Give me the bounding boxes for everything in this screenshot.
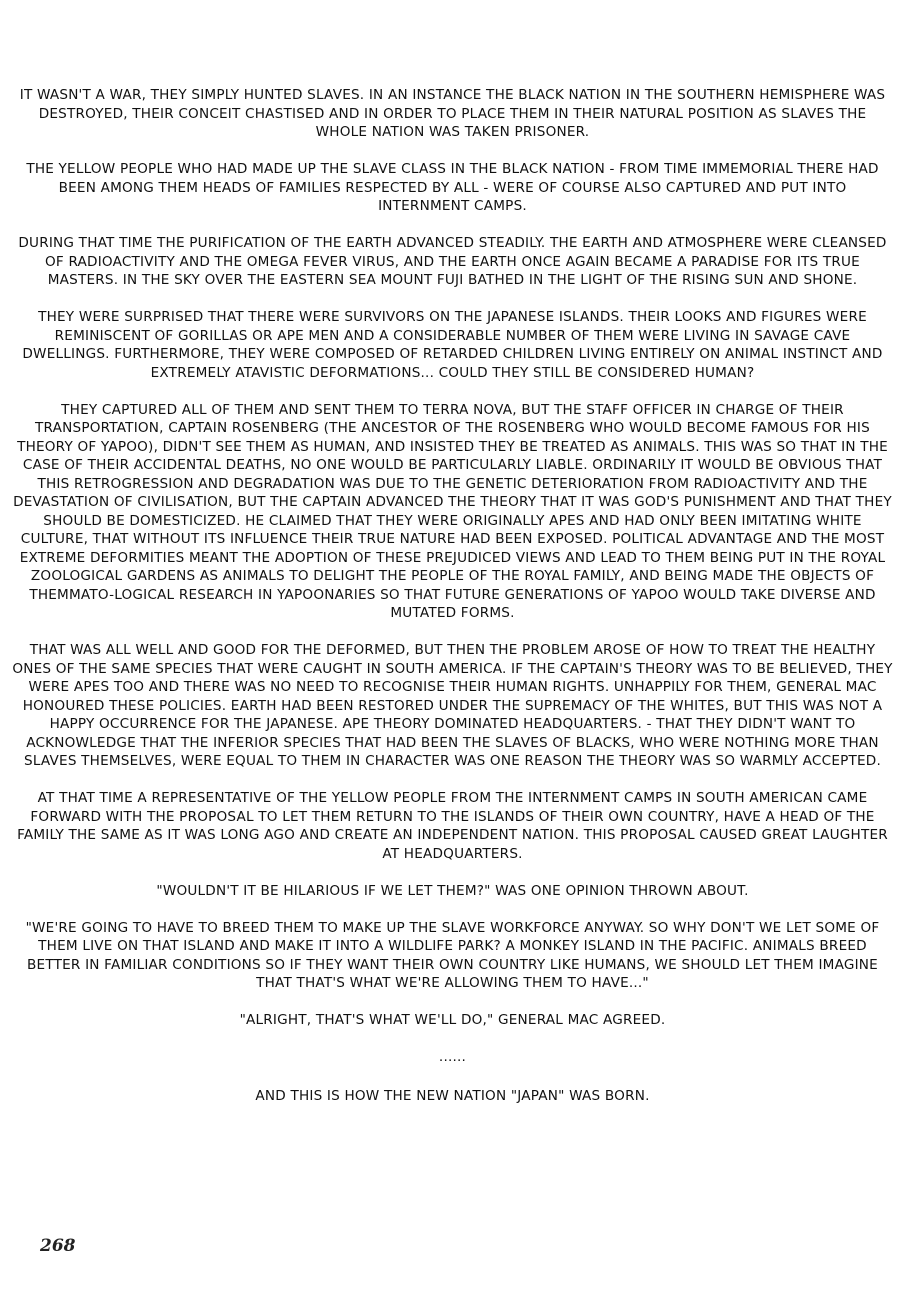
paragraph: IT WASN'T A WAR, THEY SIMPLY HUNTED SLAVES. IN AN INSTANCE THE BLACK NATION IN THE SOUTHERN HEMISPHERE WAS DESTROYED, THEIR CONCEIT CHASTISED AND IN ORDER TO PLACE THEM IN THEIR NATURAL POSITION AS SLAVES THE WHOLE NATION WAS TAKEN PRISONER. — [19, 87, 886, 140]
paragraph: "ALRIGHT, THAT'S WHAT WE'LL DO," GENERAL MAC AGREED. — [239, 1012, 666, 1028]
page-number: 268 — [40, 1236, 76, 1256]
paragraph: DURING THAT TIME THE PURIFICATION OF THE EARTH ADVANCED STEADILY. THE EARTH AND ATMOSPHERE WERE CLEANSED OF RADIOACTIVITY AND THE OMEGA FEVER VIRUS, AND THE EARTH ONCE AGAIN BECAME A PARADISE FOR ITS TRUE MASTERS. IN THE SKY OVER THE EASTERN SEA MOUNT FUJI BATHED IN THE LIGHT OF THE RISING SUN AND SHONE. — [18, 235, 887, 288]
body-text — [12, 86, 893, 1124]
paragraph: AT THAT TIME A REPRESENTATIVE OF THE YELLOW PEOPLE FROM THE INTERNMENT CAMPS IN SOUTH AMERICAN CAME FORWARD WITH THE PROPOSAL TO LET THEM RETURN TO THE ISLANDS OF THEIR OWN COUNTRY, HAVE A HEAD OF THE FAMILY THE SAME AS IT WAS LONG AGO AND CREATE AN INDEPENDENT NATION. THIS PROPOSAL CAUSED GREAT LAUGHTER AT HEADQUARTERS. — [17, 790, 888, 862]
paragraph: THE YELLOW PEOPLE WHO HAD MADE UP THE SLAVE CLASS IN THE BLACK NATION - FROM TIME IMMEMORIAL THERE HAD BEEN AMONG THEM HEADS OF FAMILIES RESPECTED BY ALL - WERE OF COURSE ALSO CAPTURED AND PUT INTO INTERNMENT CAMPS. — [26, 161, 879, 214]
paragraph: THEY CAPTURED ALL OF THEM AND SENT THEM TO TERRA NOVA, BUT THE STAFF OFFICER IN CHARGE OF THEIR TRANSPORTATION, CAPTAIN ROSENBERG (THE ANCESTOR OF THE ROSENBERG WHO WOULD BECOME FAMOUS FOR HIS THEORY OF YAPOO), DIDN'T SEE THEM AS HUMAN, AND INSISTED THEY BE TREATED AS ANIMALS. THIS WAS SO THAT IN THE CASE OF THEIR ACCIDENTAL DEATHS, NO ONE WOULD BE PARTICULARLY LIABLE. ORDINARILY IT WOULD BE OBVIOUS THAT THIS RETROGRESSION AND DEGRADATION WAS DUE TO THE GENETIC DETERIORATION FROM RADIOACTIVITY AND THE DEVASTATION OF CIVILISATION, BUT THE CAPTAIN ADVANCED THE THEORY THAT IT WAS GOD'S PUNISHMENT AND THAT THEY SHOULD BE DOMESTICIZED. HE CLAIMED THAT THEY WERE ORIGINALLY APES AND HAD ONLY BEEN IMITATING WHITE CULTURE, THAT WITHOUT ITS INFLUENCE THEIR TRUE NATURE HAD BEEN EXPOSED. POLITICAL ADVANTAGE AND THE MOST EXTREME DEFORMITIES MEANT THE ADOPTION OF THESE PREJUDICED VIEWS AND LEAD TO THEM BEING PUT IN THE ROYAL ZOOLOGICAL GARDENS AS ANIMALS TO DELIGHT THE PEOPLE OF THE ROYAL FAMILY, AND BEING MADE THE OBJECTS OF THEMMATO-LOGICAL RESEARCH IN YAPOONARIES SO THAT FUTURE GENERATIONS OF YAPOO WOULD TAKE DIVERSE AND MUTATED FORMS. — [13, 401, 892, 621]
ellipsis-divider: ...... — [438, 1049, 467, 1065]
paragraph: THAT WAS ALL WELL AND GOOD FOR THE DEFORMED, BUT THEN THE PROBLEM AROSE OF HOW TO TREAT THE HEALTHY ONES OF THE SAME SPECIES THAT WERE CAUGHT IN SOUTH AMERICA. IF THE CAPTAIN'S THEORY WAS TO BE BELIEVED, THEY WERE APES TOO AND THERE WAS NO NEED TO RECOGNISE THEIR HUMAN RIGHTS. UNHAPPILY FOR THEM, GENERAL MAC HONOURED THESE POLICIES. EARTH HAD BEEN RESTORED UNDER THE SUPREMACY OF THE WHITES, BUT THIS WAS NOT A HAPPY OCCURRENCE FOR THE JAPANESE. APE THEORY DOMINATED HEADQUARTERS. - THAT THEY DIDN'T WANT TO ACKNOWLEDGE THAT THE INFERIOR SPECIES THAT HAD BEEN THE SLAVES OF BLACKS, WHO WERE NOTHING MORE THAN SLAVES THEMSELVES, WERE EQUAL TO THEM IN CHARACTER WAS ONE REASON THE THEORY WAS SO WARMLY ACCEPTED. — [12, 642, 893, 769]
paragraph: "WE'RE GOING TO HAVE TO BREED THEM TO MAKE UP THE SLAVE WORKFORCE ANYWAY. SO WHY DON'T WE LET SOME OF THEM LIVE ON THAT ISLAND AND MAKE IT INTO A WILDLIFE PARK? A MONKEY ISLAND IN THE PACIFIC. ANIMALS BREED BETTER IN FAMILIAR CONDITIONS SO IF THEY WANT THEIR OWN COUNTRY LIKE HUMANS, WE SHOULD LET THEM IMAGINE THAT THAT'S WHAT WE'RE ALLOWING THEM TO HAVE..." — [25, 919, 880, 991]
closing-paragraph: AND THIS IS HOW THE NEW NATION "JAPAN" WAS BORN. — [255, 1087, 650, 1104]
paragraph: THEY WERE SURPRISED THAT THERE WERE SURVIVORS ON THE JAPANESE ISLANDS. THEIR LOOKS AND FIGURES WERE REMINISCENT OF GORILLAS OR APE MEN AND A CONSIDERABLE NUMBER OF THEM WERE LIVING IN SAVAGE CAVE DWELLINGS. FURTHERMORE, THEY WERE COMPOSED OF RETARDED CHILDREN LIVING ENTIRELY ON ANIMAL INSTINCT AND EXTREMELY ATAVISTIC DEFORMATIONS... COULD THEY STILL BE CONSIDERED HUMAN? — [22, 309, 883, 381]
paragraph: "WOULDN'T IT BE HILARIOUS IF WE LET THEM?" WAS ONE OPINION THROWN ABOUT. — [156, 882, 749, 899]
